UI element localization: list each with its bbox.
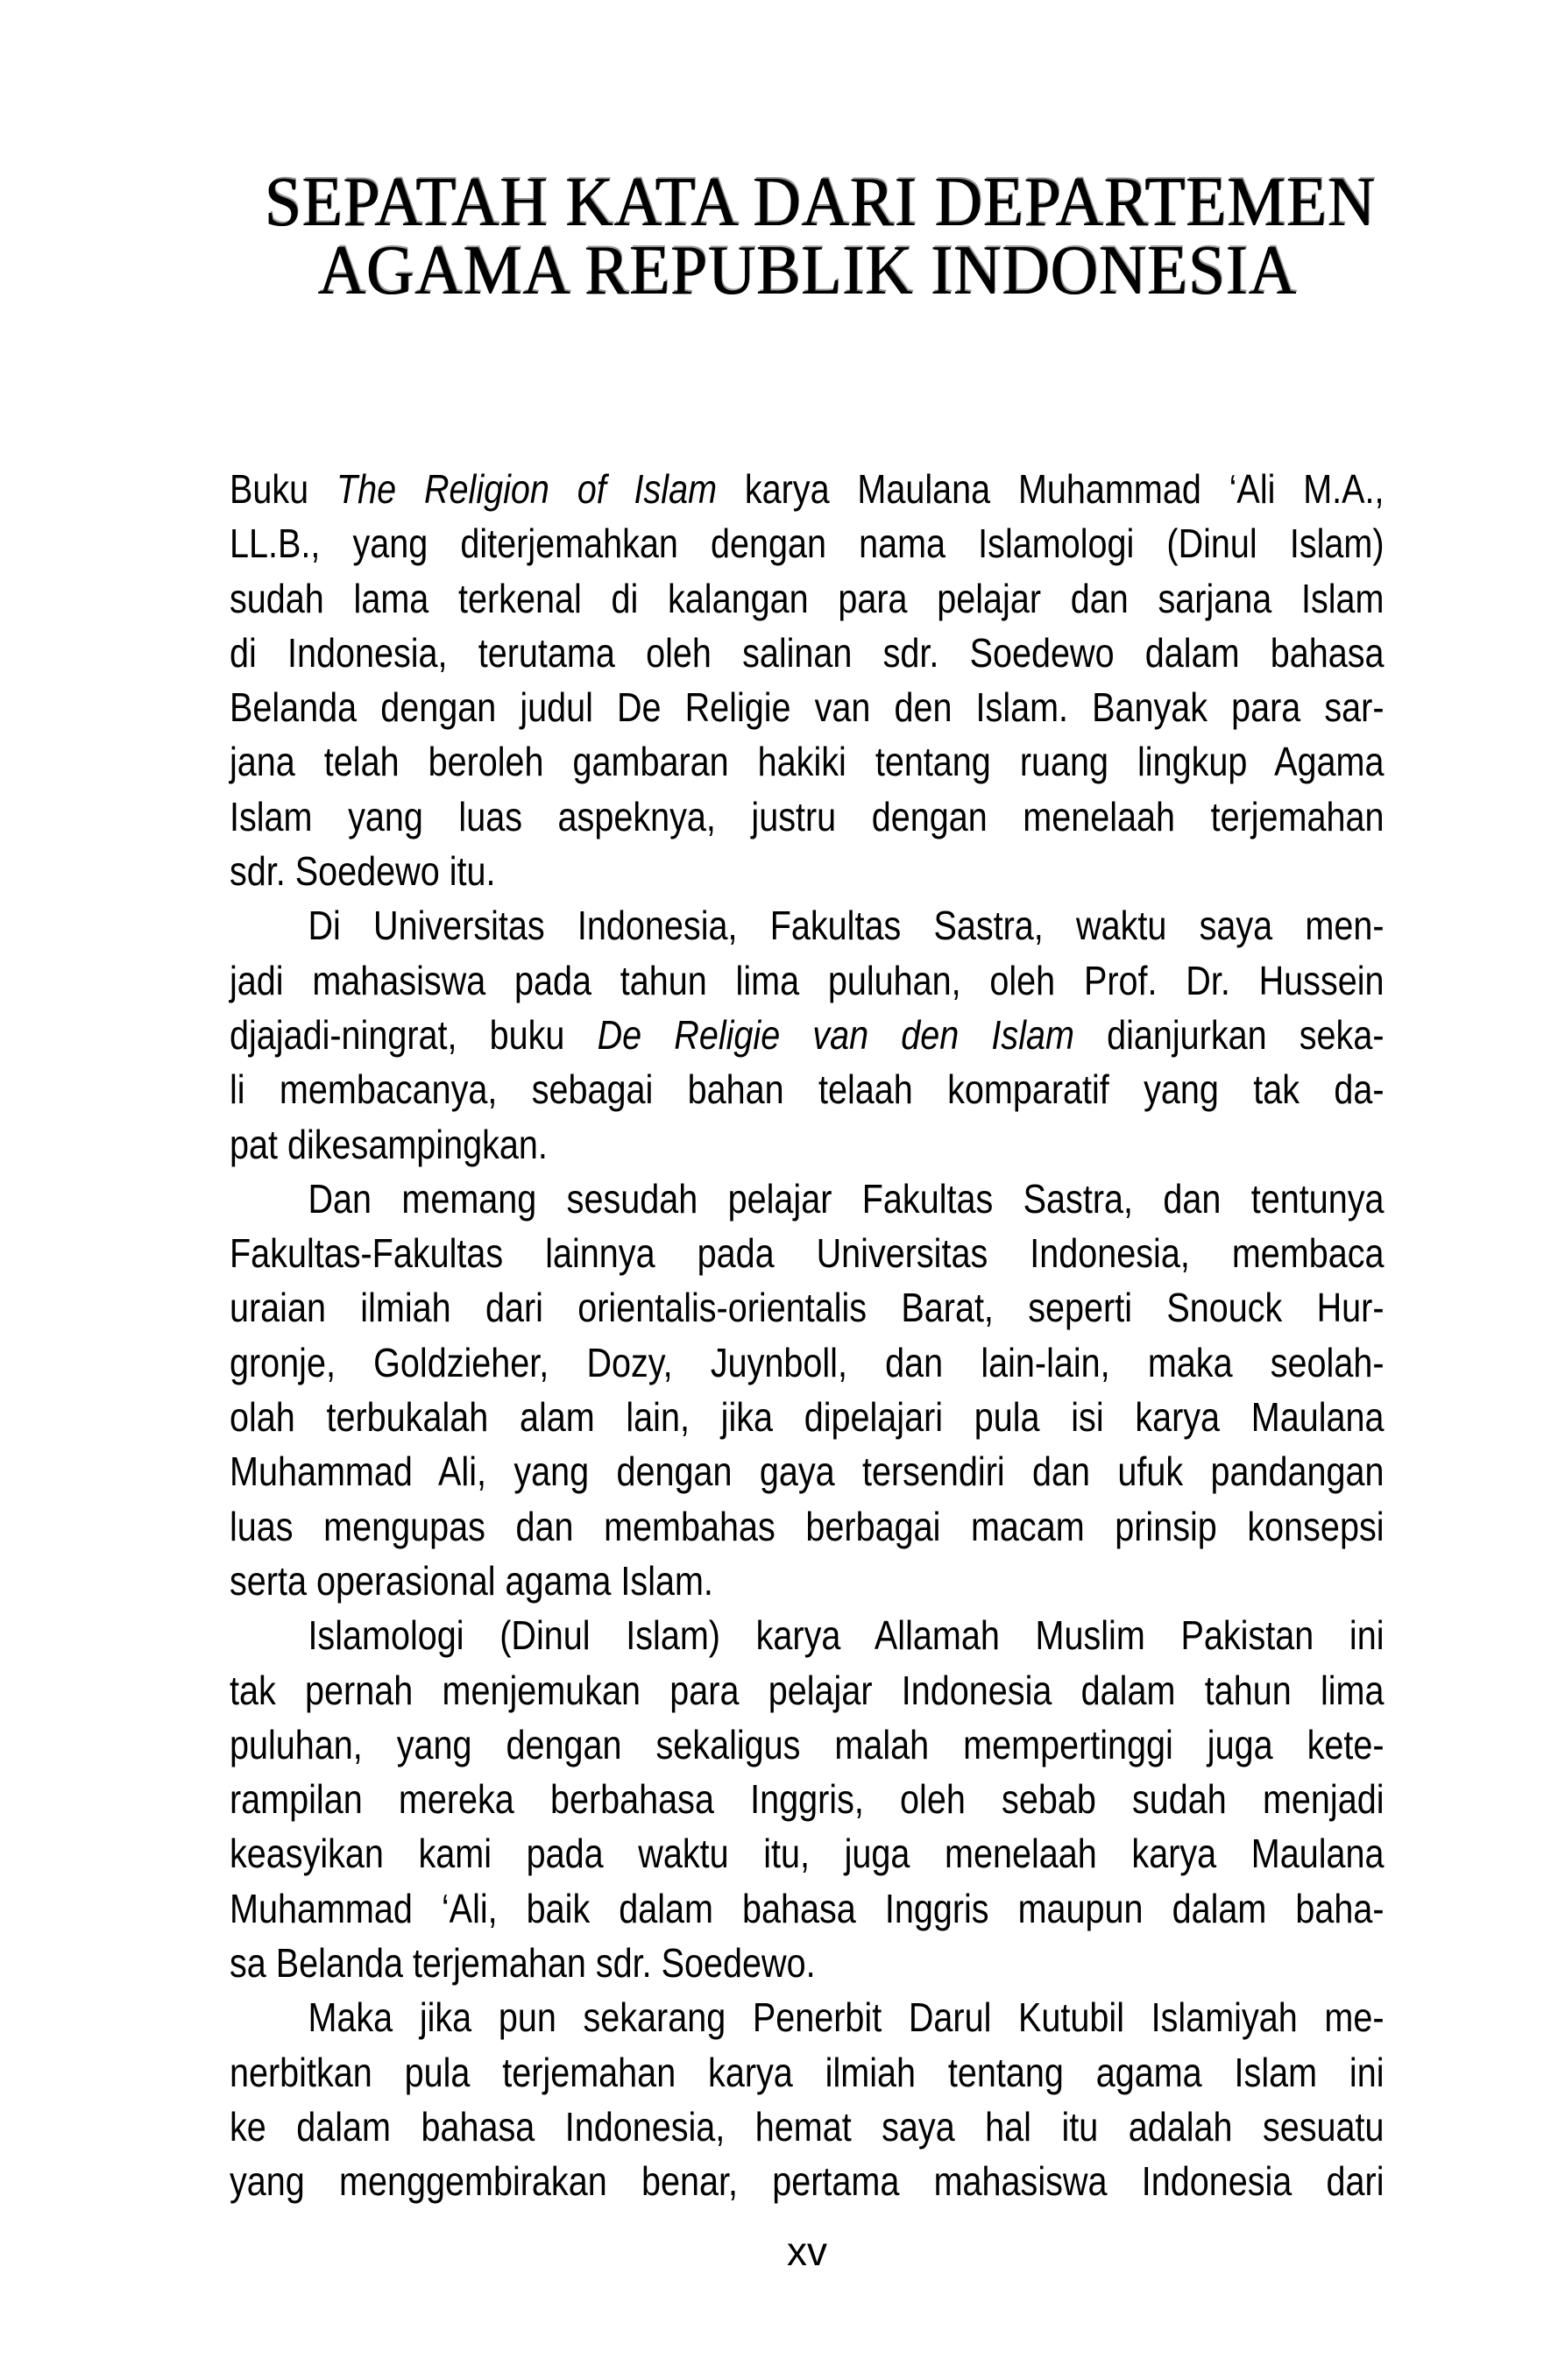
text-segment: tak pernah menjemukan para pelajar Indonesia dalam tahun lima [230,1667,1385,1713]
text-line [230,1062,1385,1116]
text-line [230,1990,1385,2044]
text-segment: puluhan, yang dengan sekaligus malah mempertinggi juga kete- [230,1721,1385,1767]
text-segment: djajadi-ningrat, buku [230,1011,598,1058]
text-segment: Dan memang sesudah pelajar Fakultas Sastra, dan tentunya [308,1175,1385,1222]
text-segment: olah terbukalah alam lain, jika dipelajari pula isi karya Maulana [230,1394,1385,1441]
text-segment: serta operasional agama Islam. [230,1557,713,1604]
text-line [230,1826,1385,1881]
text-line [230,1554,1385,1608]
text-segment: nerbitkan pula terjemahan karya ilmiah tentang agama Islam ini [230,2049,1385,2095]
text-line [230,626,1385,680]
text-line [230,1718,1385,1772]
text-segment: karya Maulana Muhammad ‘Ali M.A., [717,466,1385,512]
text-segment: ke dalam bahasa Indonesia, hemat saya hal itu adalah sesuatu [230,2103,1385,2150]
text-segment: uraian ilmiah dari orientalis-orientalis Barat, seperti Snouck Hur- [230,1285,1385,1331]
text-segment: luas mengupas dan membahas berbagai macam prinsip konsepsi [230,1503,1385,1549]
text-line [230,1280,1385,1335]
text-line [230,1390,1385,1444]
text-segment: Fakultas-Fakultas lainnya pada Universitas Indonesia, membaca [230,1230,1385,1277]
page-number: xv [787,2228,827,2274]
text-segment: yang menggembirakan benar, pertama mahasiswa Indonesia dari [230,2158,1385,2205]
text-segment: li membacanya, sebagai bahan telaah komparatif yang tak da- [230,1066,1385,1113]
text-line [230,790,1385,844]
text-line [230,1335,1385,1390]
text-line [230,462,1385,516]
text-segment: sdr. Soedewo itu. [230,848,496,895]
text-line [230,1008,1385,1062]
text-line [230,2154,1385,2208]
text-segment: Islam yang luas aspeknya, justru dengan menelaah terjemahan [230,793,1385,839]
text-segment: jadi mahasiswa pada tahun lima puluhan, oleh Prof. Dr. Hussein [230,957,1385,1003]
italic-text-segment: The Religion of Islam [336,466,718,512]
text-segment: sudah lama terkenal di kalangan para pelajar dan sarjana Islam [230,575,1385,621]
text-segment: dianjurkan seka- [1073,1011,1385,1058]
text-line [230,1663,1385,1718]
text-segment: Muhammad Ali, yang dengan gaya tersendiri dan ufuk pandangan [230,1449,1385,1495]
text-line [230,1608,1385,1662]
text-segment: Belanda dengan judul De Religie van den Islam. Banyak para sar- [230,684,1385,731]
text-line [230,1117,1385,1172]
text-segment: gronje, Goldzieher, Dozy, Juynboll, dan lain-lain, maka seolah- [230,1339,1385,1385]
text-line [230,953,1385,1008]
text-line [230,571,1385,626]
text-line [230,1444,1385,1498]
text-line [230,1226,1385,1280]
text-segment: Buku [230,466,336,512]
text-segment: rampilan mereka berbahasa Inggris, oleh sebab sudah menjadi [230,1776,1385,1823]
page-title [264,164,1376,309]
text-line [230,1172,1385,1226]
text-segment: di Indonesia, terutama oleh salinan sdr. Soedewo dalam bahasa [230,629,1385,676]
text-line [230,2100,1385,2154]
text-line [230,2045,1385,2100]
text-line [230,898,1385,953]
text-line [230,1936,1385,1990]
text-segment: pat dikesampingkan. [230,1121,548,1167]
text-segment: Maka jika pun sekarang Penerbit Darul Kutubil Islamiyah me- [308,1994,1385,2041]
text-line [230,734,1385,789]
text-segment: Islamologi (Dinul Islam) karya Allamah Muslim Pakistan ini [308,1612,1385,1659]
text-line [230,1772,1385,1826]
body-text [230,462,1385,2209]
text-segment: jana telah beroleh gambaran hakiki tentang ruang lingkup Agama [230,739,1385,785]
text-segment: keasyikan kami pada waktu itu, juga menelaah karya Maulana [230,1831,1385,1877]
text-line [230,1881,1385,1936]
text-line [230,844,1385,898]
text-segment: sa Belanda terjemahan sdr. Soedewo. [230,1940,816,1987]
text-line [230,680,1385,734]
italic-text-segment: De Religie van den Islam [597,1011,1074,1058]
title-line-2: AGAMA REPUBLIK INDONESIA [317,232,1297,309]
text-line [230,516,1385,570]
text-segment: Muhammad ‘Ali, baik dalam bahasa Inggris maupun dalam baha- [230,1885,1385,1931]
text-segment: LL.B., yang diterjemahkan dengan nama Islamologi (Dinul Islam) [230,521,1385,567]
title-line-1: SEPATAH KATA DARI DEPARTEMEN [264,164,1376,241]
text-line [230,1499,1385,1554]
text-segment: Di Universitas Indonesia, Fakultas Sastra, waktu saya men- [308,903,1385,949]
